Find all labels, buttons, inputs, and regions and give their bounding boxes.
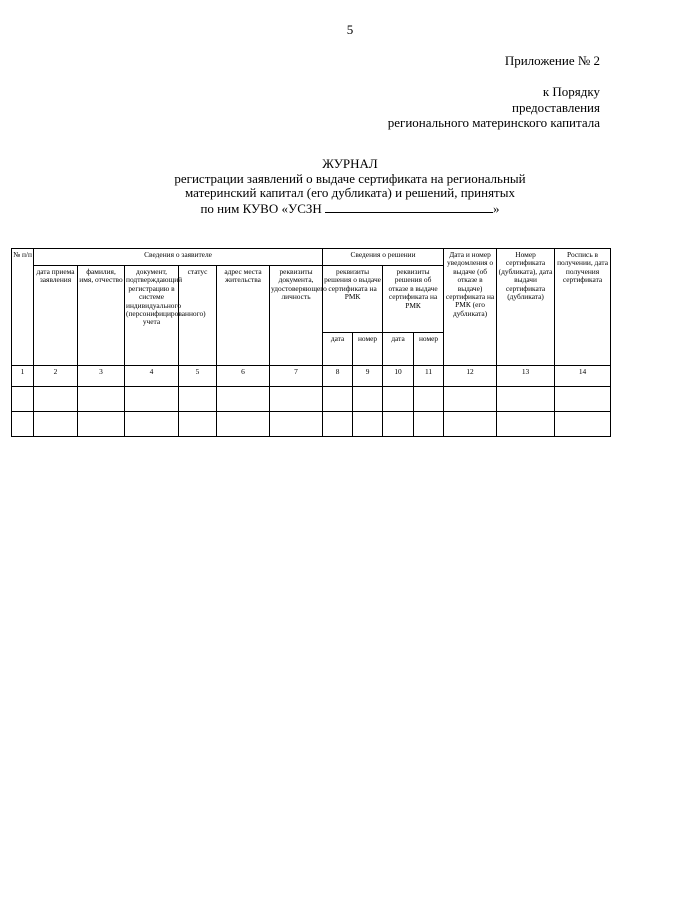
column-number-row (12, 366, 611, 387)
header-date-received: дата приема заявления (34, 266, 78, 366)
header-decision-info: Сведения о решении (323, 249, 444, 266)
header-issue-decision: реквизиты решения о выдаче сертификата на РМК (323, 266, 383, 333)
empty-cell (555, 387, 611, 412)
empty-cell (497, 387, 555, 412)
column-number: 11 (414, 366, 444, 387)
header-issue-date: дата (323, 333, 353, 366)
appendix-line: предоставления (512, 99, 600, 115)
empty-cell (78, 412, 125, 437)
journal-title: ЖУРНАЛ (322, 156, 378, 171)
empty-cell (353, 412, 383, 437)
column-number: 9 (353, 366, 383, 387)
empty-cell (414, 412, 444, 437)
journal-subtitle-line: регистрации заявлений о выдаче сертификата на региональный (174, 170, 526, 186)
empty-cell (34, 412, 78, 437)
table-row (12, 412, 611, 437)
appendix-reference (388, 84, 600, 131)
column-number: 13 (497, 366, 555, 387)
empty-cell (270, 412, 323, 437)
column-number: 7 (270, 366, 323, 387)
empty-cell (270, 387, 323, 412)
appendix-line: регионального материнского капитала (387, 115, 600, 130)
journal-subtitle-line: материнский капитал (его дубликата) и решений, принятых (185, 185, 515, 200)
empty-cell (555, 412, 611, 437)
column-number: 12 (444, 366, 497, 387)
journal-heading (150, 157, 550, 216)
empty-cell (383, 387, 414, 412)
appendix-line: к Порядку (542, 84, 600, 99)
header-status: статус (179, 266, 217, 366)
empty-cell (78, 387, 125, 412)
column-number: 8 (323, 366, 353, 387)
empty-cell (383, 412, 414, 437)
header-certificate-number: Номер сертификата (дубликата), дата выдачи сертификата (дубликата) (497, 249, 555, 366)
header-refusal-decision: реквизиты решения об отказе в выдаче сертификата на РМК (383, 266, 444, 333)
empty-cell (323, 387, 353, 412)
column-number: 2 (34, 366, 78, 387)
empty-cell (179, 387, 217, 412)
column-number: 14 (555, 366, 611, 387)
column-number: 3 (78, 366, 125, 387)
column-number: 6 (217, 366, 270, 387)
header-notice: Дата и номер уведомления о выдаче (об отказе в выдаче) сертификата на РМК (его дубликата) (444, 249, 497, 366)
empty-cell (34, 387, 78, 412)
empty-cell (444, 412, 497, 437)
header-applicant-info: Сведения о заявителе (34, 249, 323, 266)
column-number: 1 (12, 366, 34, 387)
column-number: 5 (179, 366, 217, 387)
header-full-name: фамилия, имя, отчество (78, 266, 125, 366)
header-address: адрес места жительства (217, 266, 270, 366)
header-insurance-document: документ, подтверждающий регистрацию в системе индивидуального (персонифицированного) учета (125, 266, 179, 366)
empty-cell (179, 412, 217, 437)
table-row (12, 387, 611, 412)
empty-cell (323, 412, 353, 437)
empty-cell (414, 387, 444, 412)
journal-org-prefix: по ним КУВО «УСЗН (200, 200, 322, 216)
header-number: № п/п (12, 249, 34, 366)
org-name-blank (325, 201, 493, 213)
journal-subtitle-line (150, 201, 550, 217)
register-table (11, 248, 611, 437)
empty-cell (353, 387, 383, 412)
header-refusal-number: номер (414, 333, 444, 366)
header-issue-number: номер (353, 333, 383, 366)
empty-cell (12, 387, 34, 412)
header-signature: Роспись в получении, дата получения сертификата (555, 249, 611, 366)
column-number: 10 (383, 366, 414, 387)
empty-cell (12, 412, 34, 437)
empty-cell (217, 387, 270, 412)
empty-cell (217, 412, 270, 437)
empty-cell (444, 387, 497, 412)
journal-org-suffix: » (493, 200, 500, 216)
header-id-document: реквизиты документа, удостоверяющего личность (270, 266, 323, 366)
empty-cell (125, 412, 179, 437)
column-number: 4 (125, 366, 179, 387)
empty-cell (125, 387, 179, 412)
appendix-title: Приложение № 2 (504, 53, 600, 68)
page-number: 5 (346, 22, 354, 37)
header-refusal-date: дата (383, 333, 414, 366)
empty-cell (497, 412, 555, 437)
